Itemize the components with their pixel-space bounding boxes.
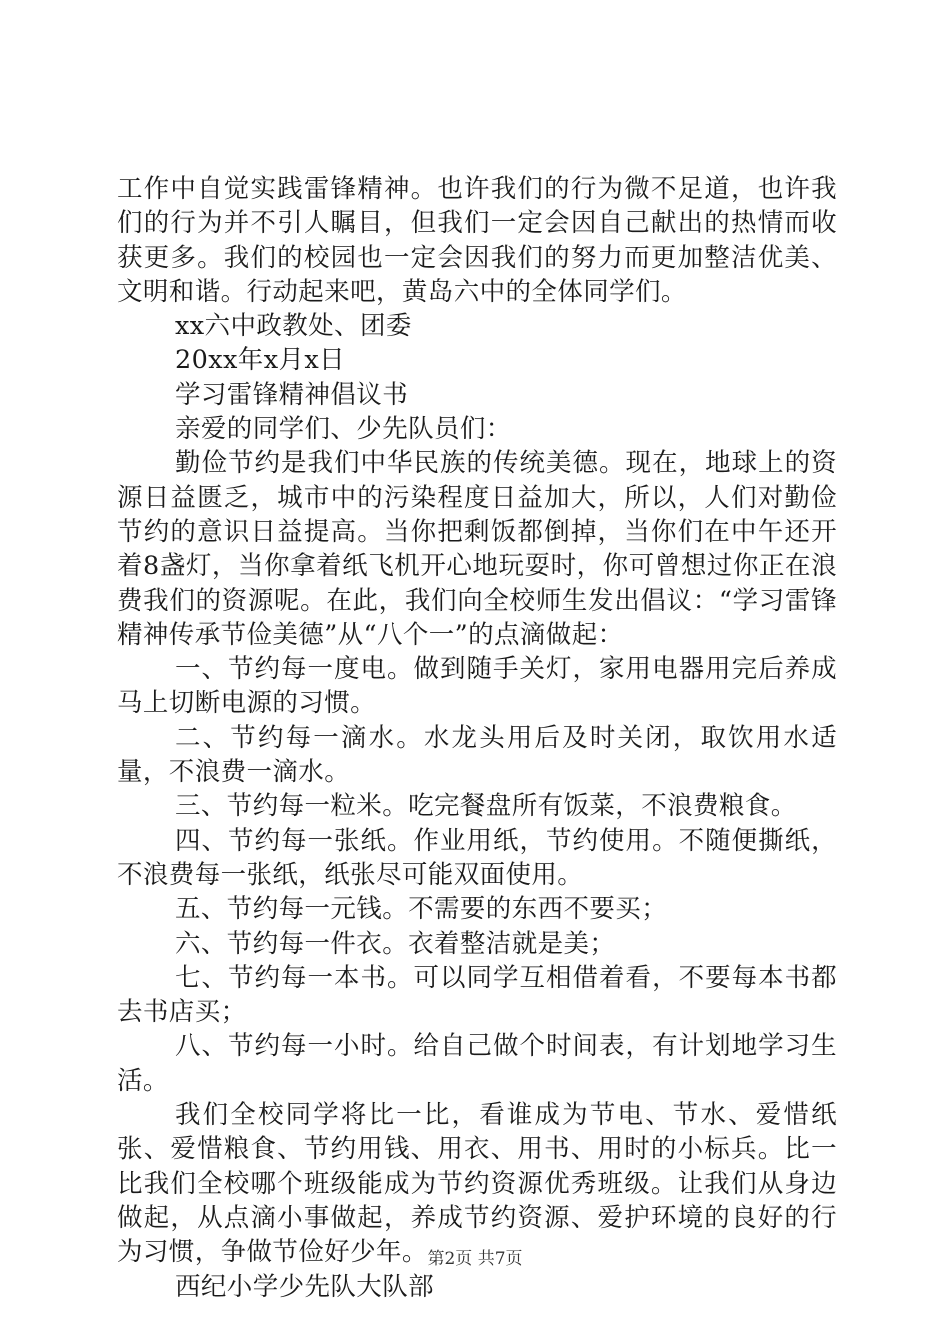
list-item-time: 八、节约每一小时。给自己做个时间表，有计划地学习生活。: [117, 1031, 837, 1096]
list-item-electricity: 一、节约每一度电。做到随手关灯，家用电器用完后养成马上切断电源的习惯。: [117, 654, 837, 719]
list-item-rice: 三、节约每一粒米。吃完餐盘所有饭菜，不浪费粮食。: [175, 791, 797, 822]
paragraph-continuation: 工作中自觉实践雷锋精神。也许我们的行为微不足道，也许我们的行为并不引人瞩目，但我们一定会因自己献出的热情而收获更多。我们的校园也一定会因我们的努力而更加整洁优美、文明和谐。行动起来吧，黄岛六中的全体同学们。: [117, 174, 837, 307]
signature-organization: xx六中政教处、团委: [175, 311, 412, 342]
list-item-paper: 四、节约每一张纸。作业用纸，节约使用。不随便撕纸，不浪费每一张纸，纸张尽可能双面使用。: [117, 825, 837, 890]
list-item-money: 五、节约每一元钱。不需要的东西不要买；: [175, 894, 668, 925]
document-body: [117, 172, 837, 1304]
page-number-footer: 第2页 共7页: [427, 1249, 523, 1269]
list-item-clothes: 六、节约每一件衣。衣着整洁就是美；: [175, 928, 616, 959]
list-item-water: 二、节约每一滴水。水龙头用后及时关闭，取饮用水适量，不浪费一滴水。: [117, 722, 837, 788]
list-item-books: 七、节约每一本书。可以同学互相借着看，不要每本书都去书店买；: [117, 962, 837, 1028]
signature-brigade: 西纪小学少先队大队部: [175, 1271, 435, 1302]
paragraph-conclusion: 我们全校同学将比一比，看谁成为节电、节水、爱惜纸张、爱惜粮食、节约用钱、用衣、用书、用时的小标兵。比一比我们全校哪个班级能成为节约资源优秀班级。让我们从身边做起，从点滴小事做起，养成节约资源、爱护环境的良好的行为习惯，争做节俭好少年。: [117, 1100, 837, 1268]
proposal-title: 学习雷锋精神倡议书: [175, 379, 409, 410]
salutation: 亲爱的同学们、少先队员们：: [175, 414, 512, 445]
paragraph-intro: 勤俭节约是我们中华民族的传统美德。现在，地球上的资源日益匮乏，城市中的污染程度日益加大，所以，人们对勤俭节约的意识日益提高。当你把剩饭都倒掉，当你们在中午还开着8盏灯，当你拿着纸飞机开心地玩耍时，你可曾想过你正在浪费我们的资源呢。在此，我们向全校师生发出倡议：“学习雷锋精神传承节俭美德”从“八个一”的点滴做起：: [117, 448, 837, 650]
signature-date: 20xx年x月x日: [175, 345, 346, 376]
